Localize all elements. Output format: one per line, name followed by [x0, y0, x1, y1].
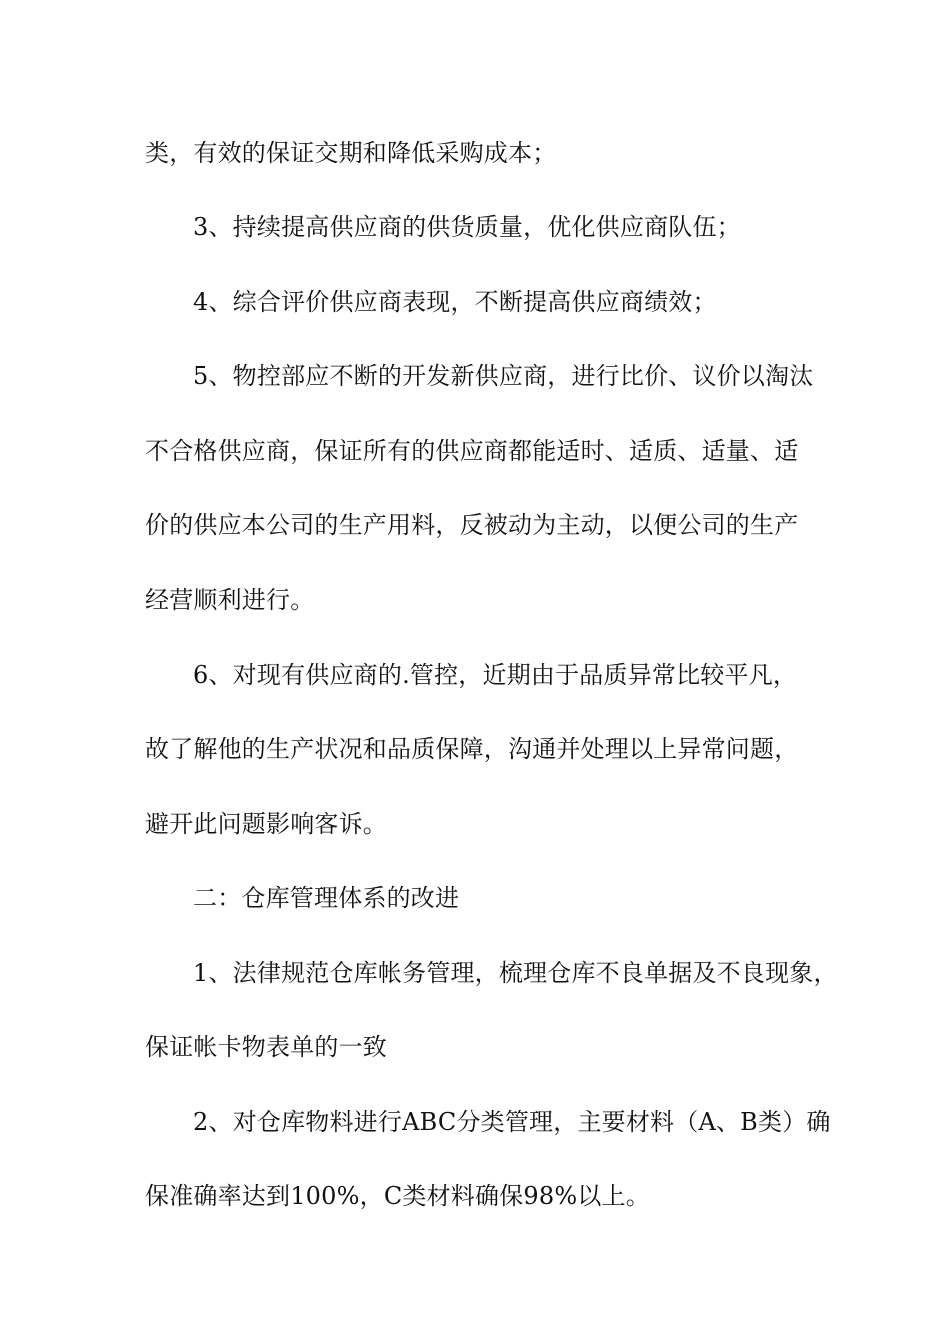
text-line-1: 类，有效的保证交期和降低采购成本；: [145, 139, 557, 167]
text-line-8: 6、对现有供应商的.管控，近期由于品质异常比较平凡，: [193, 661, 798, 689]
text-line-9: 故了解他的生产状况和品质保障，沟通并处理以上异常问题，: [145, 735, 799, 763]
text-line-7: 经营顺利进行。: [145, 586, 315, 614]
text-line-4: 5、物控部应不断的开发新供应商，进行比价、议价以淘汰: [193, 362, 814, 390]
text-line-12: 1、法律规范仓库帐务管理，梳理仓库不良单据及不良现象，: [193, 959, 838, 987]
text-line-6: 价的供应本公司的生产用料，反被动为主动，以便公司的生产: [145, 511, 799, 539]
text-line-2: 3、持续提高供应商的供货质量，优化供应商队伍；: [193, 213, 741, 241]
text-line-5: 不合格供应商，保证所有的供应商都能适时、适质、适量、适: [145, 437, 799, 465]
text-line-15: 保准确率达到100%，C类材料确保98%以上。: [145, 1182, 650, 1210]
text-line-14: 2、对仓库物料进行ABC分类管理，主要材料（A、B类）确: [193, 1108, 831, 1136]
text-line-10: 避开此问题影响客诉。: [145, 810, 387, 838]
section-heading: 二：仓库管理体系的改进: [193, 884, 460, 912]
text-line-13: 保证帐卡物表单的一致: [145, 1033, 387, 1061]
text-line-3: 4、综合评价供应商表现，不断提高供应商绩效；: [193, 288, 717, 316]
